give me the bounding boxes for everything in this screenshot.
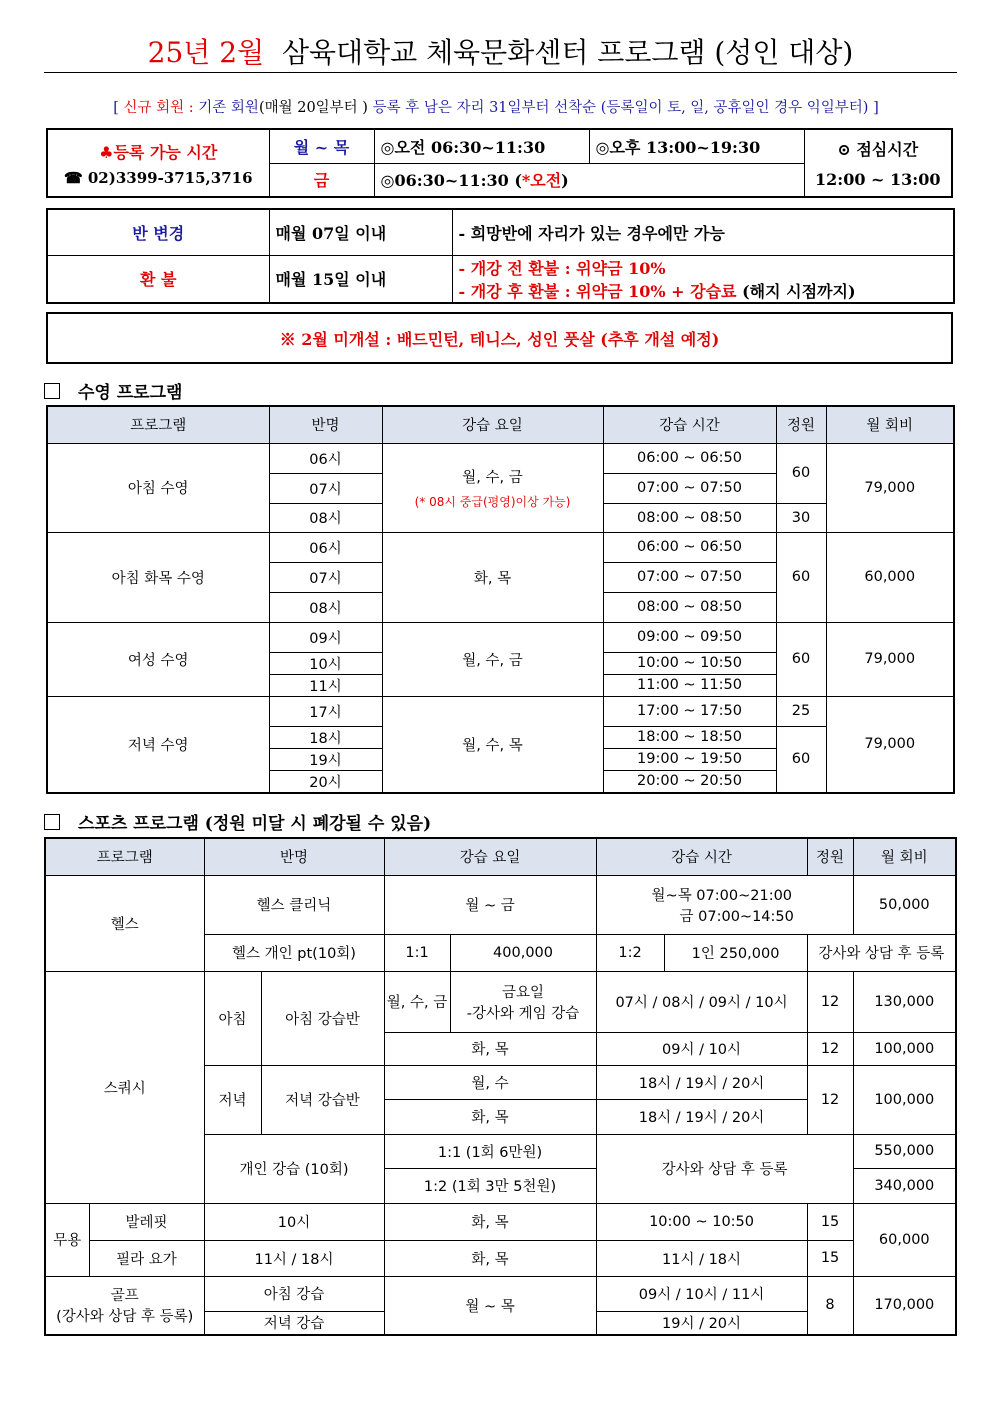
monthly-fee: 60,000 <box>826 532 954 622</box>
header-class: 반명 <box>269 406 382 443</box>
capacity: 60 <box>776 726 826 793</box>
header-fee: 월 회비 <box>826 406 954 443</box>
page-title <box>44 34 957 73</box>
checkbox-icon <box>44 814 60 830</box>
class-name: 19시 <box>269 748 382 770</box>
monthly-fee: 60,000 <box>853 1203 956 1276</box>
capacity: 15 <box>807 1240 853 1276</box>
monthly-fee: 79,000 <box>826 696 954 793</box>
monthly-fee: 550,000 <box>853 1134 956 1168</box>
capacity: 60 <box>776 622 826 696</box>
program-name <box>45 1276 204 1335</box>
title-month: 25년 2월 <box>147 36 265 69</box>
class-change-note: - 희망반에 자리가 있는 경우에만 가능 <box>452 209 954 255</box>
class-days: 화, 목 <box>382 532 603 622</box>
program-name: 아침 수영 <box>47 443 269 532</box>
days-note: (* 08시 중급(평영)이상 가능) <box>414 494 571 509</box>
notice-rest: 등록 후 남은 자리 31일부터 선착순 (등록일이 토, 일, 공휴일인 경우 익일부터) ] <box>367 100 879 116</box>
monthly-fee: 340,000 <box>853 1168 956 1203</box>
refund-line-2 <box>459 279 954 302</box>
swim-section-title: 수영 프로그램 <box>78 383 183 403</box>
class-days: 화, 목 <box>384 1099 596 1134</box>
refund-deadline: 매월 15일 이내 <box>269 255 452 303</box>
class-name: 10시 <box>269 652 382 674</box>
class-time: 06:00 ~ 06:50 <box>603 443 776 473</box>
class-time: 09시 / 10시 <box>596 1032 807 1065</box>
friday-close: ) <box>561 171 569 191</box>
class-time: 09:00 ~ 09:50 <box>603 622 776 652</box>
class-name: 아침 강습 <box>204 1276 384 1311</box>
sport-section-title: 스포츠 프로그램 (정원 미달 시 폐강될 수 있음) <box>78 814 432 834</box>
pt-ratio-1-1: 1:1 <box>384 934 450 971</box>
class-name: 저녁 강습반 <box>261 1065 384 1134</box>
class-days: 월, 수, 금 <box>384 971 450 1032</box>
checkbox-icon <box>44 383 60 399</box>
refund-line-1: - 개강 전 환불 : 위약금 10% <box>458 258 666 278</box>
monthly-fee: 100,000 <box>853 1065 956 1134</box>
refund-line-2-black: (해지 시점까지) <box>736 281 856 301</box>
refund-notes <box>452 255 954 303</box>
class-days: 화, 목 <box>384 1032 596 1065</box>
class-name: 07시 <box>269 473 382 503</box>
swim-section-heading <box>44 378 182 403</box>
capacity: 25 <box>776 696 826 726</box>
class-days: 화, 목 <box>384 1240 596 1276</box>
header-days: 강습 요일 <box>384 838 596 875</box>
class-days: 화, 목 <box>384 1203 596 1240</box>
friday-label: 금 <box>269 163 374 197</box>
lunch-time: 12:00 ~ 13:00 <box>815 170 941 189</box>
class-name: 11시 <box>269 674 382 696</box>
class-time: 10:00 ~ 10:50 <box>596 1203 807 1240</box>
monthly-fee: 79,000 <box>826 443 954 532</box>
class-time: 19시 / 20시 <box>596 1311 807 1335</box>
class-name: 06시 <box>269 443 382 473</box>
program-name: 스쿼시 <box>45 971 204 1203</box>
class-name: 10시 <box>204 1203 384 1240</box>
class-time: 09시 / 10시 / 11시 <box>596 1276 807 1311</box>
registration-notice <box>0 96 992 117</box>
class-time: 11:00 ~ 11:50 <box>603 674 776 696</box>
program-name: 아침 화목 수영 <box>47 532 269 622</box>
class-time: 17:00 ~ 17:50 <box>603 696 776 726</box>
class-time: 18:00 ~ 18:50 <box>603 726 776 748</box>
class-days-friday <box>450 971 596 1032</box>
header-capacity: 정원 <box>776 406 826 443</box>
notice-new-label: 신규 회원 : <box>123 100 199 116</box>
class-days: 월 ~ 금 <box>384 875 596 934</box>
capacity: 15 <box>807 1203 853 1240</box>
class-days: 월, 수, 목 <box>382 696 603 793</box>
class-days: 월, 수 <box>384 1065 596 1099</box>
class-change-deadline: 매월 07일 이내 <box>269 209 452 255</box>
weekday-label: 월 ~ 목 <box>269 129 374 163</box>
notice-bracket: [ <box>113 100 124 116</box>
friday-hours <box>374 163 804 197</box>
registration-hours-title: ♣등록 가능 시간 <box>99 142 218 162</box>
class-time: 08:00 ~ 08:50 <box>603 503 776 532</box>
program-name: 여성 수영 <box>47 622 269 696</box>
class-name: 헬스 클리닉 <box>204 875 384 934</box>
monthly-fee: 50,000 <box>853 875 956 934</box>
friday-game-note: -강사와 게임 강습 <box>466 1005 580 1022</box>
capacity: 60 <box>776 443 826 503</box>
class-days: 월 ~ 목 <box>384 1276 596 1335</box>
class-time: 08:00 ~ 08:50 <box>603 592 776 622</box>
class-name: 18시 <box>269 726 382 748</box>
policy-table <box>46 208 955 304</box>
phone-number: ☎ 02)3399-3715,3716 <box>63 168 253 187</box>
header-days: 강습 요일 <box>382 406 603 443</box>
header-fee: 월 회비 <box>853 838 956 875</box>
class-name: 08시 <box>269 503 382 532</box>
class-time: 20:00 ~ 20:50 <box>603 770 776 793</box>
class-change-label: 반 변경 <box>47 209 269 255</box>
header-time: 강습 시간 <box>596 838 807 875</box>
program-name: 헬스 <box>45 875 204 971</box>
class-days <box>382 443 603 532</box>
class-time <box>596 875 853 934</box>
class-time: 07:00 ~ 07:50 <box>603 473 776 503</box>
pt-note: 강사와 상담 후 등록 <box>807 934 956 971</box>
registration-hours-cell <box>47 129 269 197</box>
notice-existing-note: (매월 20일부터 ) <box>258 100 368 116</box>
notice-existing: 기존 회원 <box>198 100 259 116</box>
private-note: 강사와 상담 후 등록 <box>596 1134 853 1203</box>
sport-section-heading <box>44 809 431 834</box>
class-name: 저녁 강습 <box>204 1311 384 1335</box>
refund-line-2-red: - 개강 후 환불 : 위약금 10% + 강습료 <box>458 281 737 301</box>
header-program: 프로그램 <box>45 838 204 875</box>
friday-time: ◎06:30~11:30 ( <box>380 171 522 191</box>
weekday-pm-hours: ◎오후 13:00~19:30 <box>589 129 804 163</box>
class-time: 11시 / 18시 <box>596 1240 807 1276</box>
friday-label: 금요일 <box>502 984 545 1001</box>
monthly-fee: 100,000 <box>853 1032 956 1065</box>
closed-programs-notice: ※ 2월 미개설 : 배드민턴, 테니스, 성인 풋살 (추후 개설 예정) <box>46 312 953 364</box>
class-days: 월, 수, 금 <box>382 622 603 696</box>
swim-program-table <box>46 405 955 794</box>
capacity: 8 <box>807 1276 853 1335</box>
program-group-name: 무용 <box>45 1203 89 1276</box>
class-name: 아침 강습반 <box>261 971 384 1065</box>
header-class: 반명 <box>204 838 384 875</box>
capacity: 12 <box>807 971 853 1032</box>
lunch-label: ⊙ 점심시간 <box>837 140 919 159</box>
lunch-cell <box>804 129 952 197</box>
golf-name: 골프 <box>110 1288 139 1305</box>
clinic-time-weekday: 월~목 07:00~21:00 <box>651 887 793 904</box>
class-name: 09시 <box>269 622 382 652</box>
class-time: 10:00 ~ 10:50 <box>603 652 776 674</box>
refund-label: 환 불 <box>47 255 269 303</box>
clinic-time-friday: 금 07:00~14:50 <box>679 908 794 925</box>
class-time: 18시 / 19시 / 20시 <box>596 1099 807 1134</box>
class-time: 19:00 ~ 19:50 <box>603 748 776 770</box>
class-name: 06시 <box>269 532 382 562</box>
session-label: 저녁 <box>204 1065 261 1134</box>
class-time: 07:00 ~ 07:50 <box>603 562 776 592</box>
class-name: 07시 <box>269 562 382 592</box>
class-time: 07시 / 08시 / 09시 / 10시 <box>596 971 807 1032</box>
registration-hours-table <box>46 128 953 198</box>
monthly-fee: 130,000 <box>853 971 956 1032</box>
session-label: 아침 <box>204 971 261 1065</box>
capacity: 60 <box>776 532 826 622</box>
pt-fee-1-2: 1인 250,000 <box>664 934 807 971</box>
program-name: 저녁 수영 <box>47 696 269 793</box>
friday-note: *오전 <box>521 171 562 191</box>
monthly-fee: 170,000 <box>853 1276 956 1335</box>
class-time: 06:00 ~ 06:50 <box>603 532 776 562</box>
header-time: 강습 시간 <box>603 406 776 443</box>
program-name: 필라 요가 <box>89 1240 204 1276</box>
class-name: 개인 강습 (10회) <box>204 1134 384 1203</box>
days-text: 월, 수, 금 <box>462 469 523 486</box>
private-1-2: 1:2 (1회 3만 5천원) <box>384 1168 596 1203</box>
private-1-1: 1:1 (1회 6만원) <box>384 1134 596 1168</box>
class-name: 11시 / 18시 <box>204 1240 384 1276</box>
monthly-fee: 79,000 <box>826 622 954 696</box>
class-name: 20시 <box>269 770 382 793</box>
sport-program-table <box>44 837 957 1336</box>
header-capacity: 정원 <box>807 838 853 875</box>
capacity: 12 <box>807 1065 853 1134</box>
weekday-am-hours: ◎오전 06:30~11:30 <box>374 129 589 163</box>
class-time: 18시 / 19시 / 20시 <box>596 1065 807 1099</box>
program-name: 발레핏 <box>89 1203 204 1240</box>
capacity: 30 <box>776 503 826 532</box>
header-program: 프로그램 <box>47 406 269 443</box>
capacity: 12 <box>807 1032 853 1065</box>
title-main: 삼육대학교 체육문화센터 프로그램 (성인 대상) <box>281 36 854 69</box>
class-name: 08시 <box>269 592 382 622</box>
class-name: 17시 <box>269 696 382 726</box>
class-name: 헬스 개인 pt(10회) <box>204 934 384 971</box>
pt-ratio-1-2: 1:2 <box>596 934 664 971</box>
pt-fee-1-1: 400,000 <box>450 934 596 971</box>
golf-note: (강사와 상담 후 등록) <box>56 1309 194 1326</box>
